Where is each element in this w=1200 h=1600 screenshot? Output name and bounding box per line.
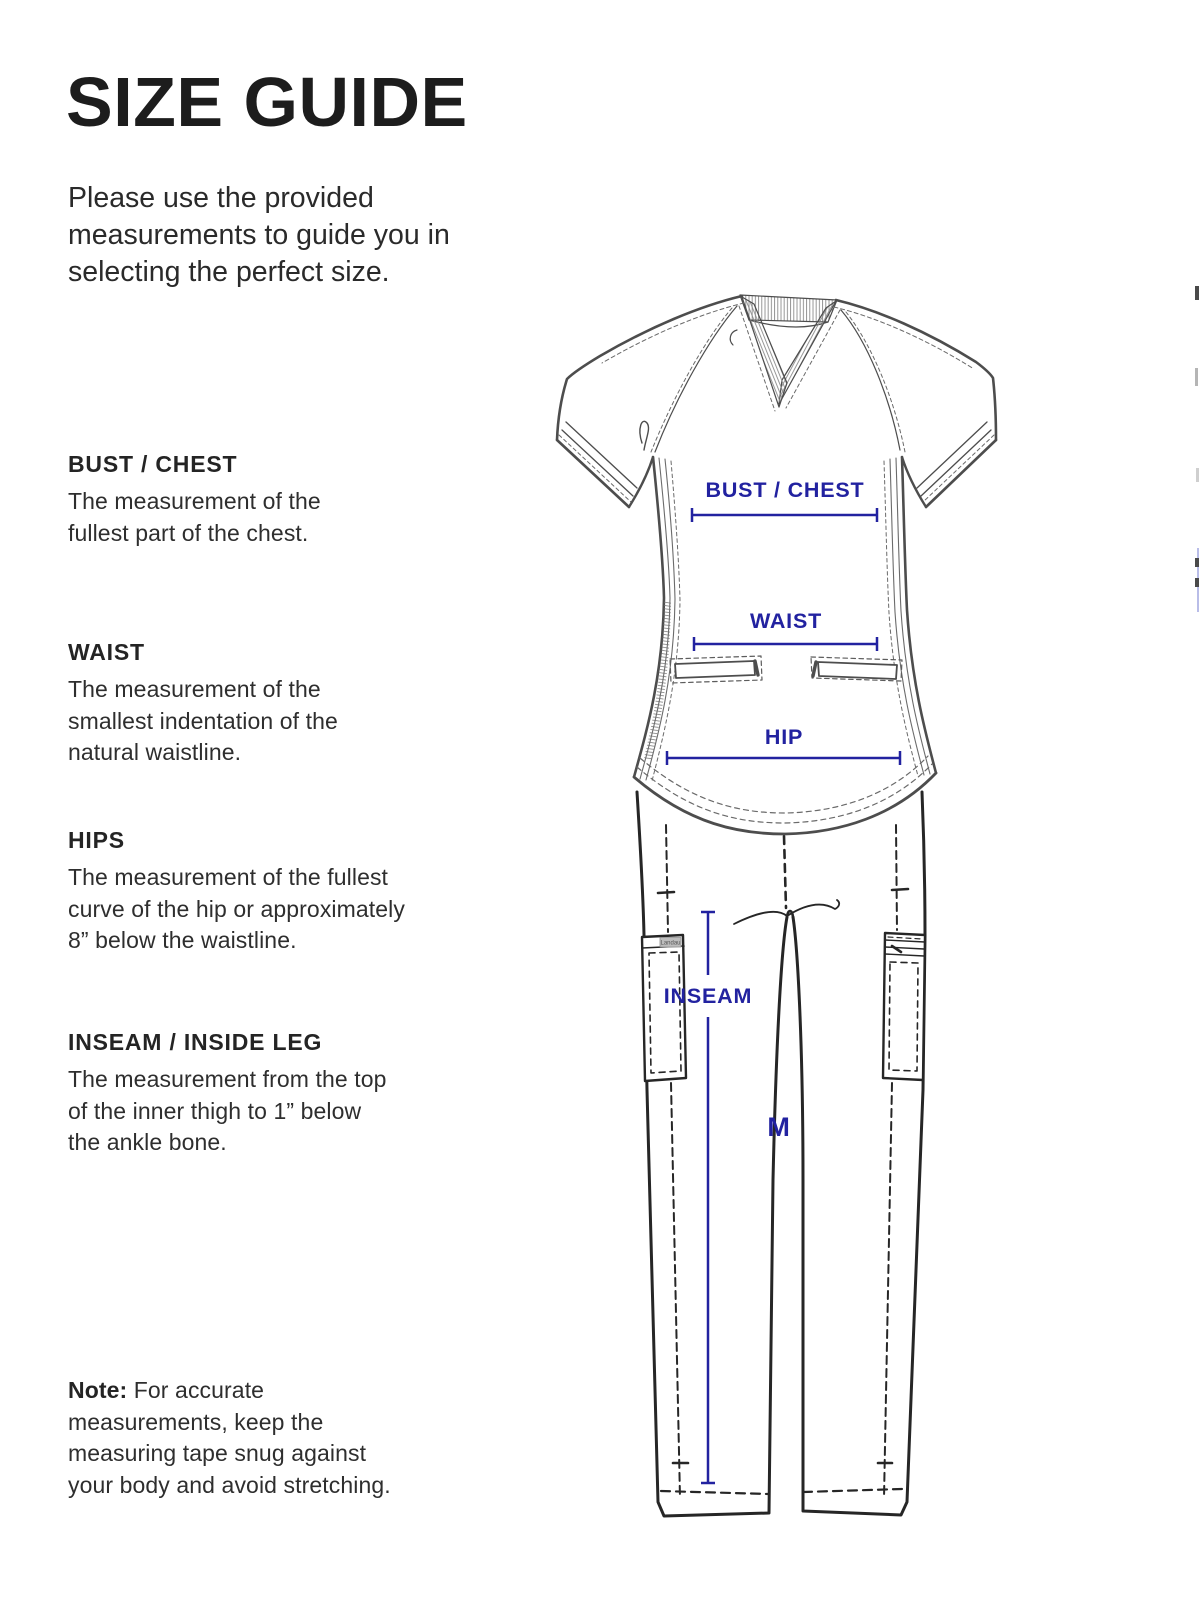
intro-text: Please use the provided measurements to guide you in selecting the perfect size. <box>68 182 450 288</box>
brand-tag-label: Landau <box>660 940 681 947</box>
definition-term: WAIST <box>68 639 145 665</box>
cargo-pocket-left <box>642 935 686 1081</box>
waist-measure-label: WAIST <box>749 609 823 633</box>
measurement-note <box>68 1375 391 1501</box>
definition-hips <box>68 827 405 957</box>
edge-artifact <box>1195 368 1198 386</box>
page-title: SIZE GUIDE <box>66 63 468 141</box>
definition-description: The measurement of the smallest indentation of the natural waistline. <box>68 676 338 765</box>
edge-artifact <box>1195 578 1199 587</box>
seam-notch <box>892 889 908 890</box>
scrub-top-illustration <box>557 295 996 834</box>
size-guide-illustration <box>540 280 1000 1520</box>
definition-waist <box>68 639 338 769</box>
bust-measure-label: BUST / CHEST <box>705 478 865 502</box>
definition-description: The measurement from the top of the inner thigh to 1” below the ankle bone. <box>68 1066 387 1155</box>
definition-term: INSEAM / INSIDE LEG <box>68 1029 323 1055</box>
edge-artifact <box>1195 286 1199 300</box>
edge-artifact <box>1195 558 1199 567</box>
hip-measure-label: HIP <box>764 725 804 749</box>
definition-description: The measurement of the fullest curve of the hip or approximately 8” below the waistline. <box>68 864 405 953</box>
definition-inseam <box>68 1029 387 1159</box>
note-text: For accurate measurements, keep the measuring tape snug against your body and avoid stretching. <box>68 1377 391 1498</box>
scrub-pants-illustration <box>637 792 925 1516</box>
note-label: Note: <box>68 1377 128 1403</box>
definition-term: BUST / CHEST <box>68 451 238 477</box>
cargo-pocket-right <box>883 933 925 1080</box>
size-marker-label: M <box>767 1112 791 1142</box>
definition-term: HIPS <box>68 827 125 853</box>
edge-artifact <box>1196 468 1199 482</box>
definition-description: The measurement of the fullest part of the chest. <box>68 488 321 546</box>
inseam-measure-label: INSEAM <box>663 984 753 1008</box>
definition-bust-chest <box>68 451 321 549</box>
seam-notch <box>658 892 674 893</box>
